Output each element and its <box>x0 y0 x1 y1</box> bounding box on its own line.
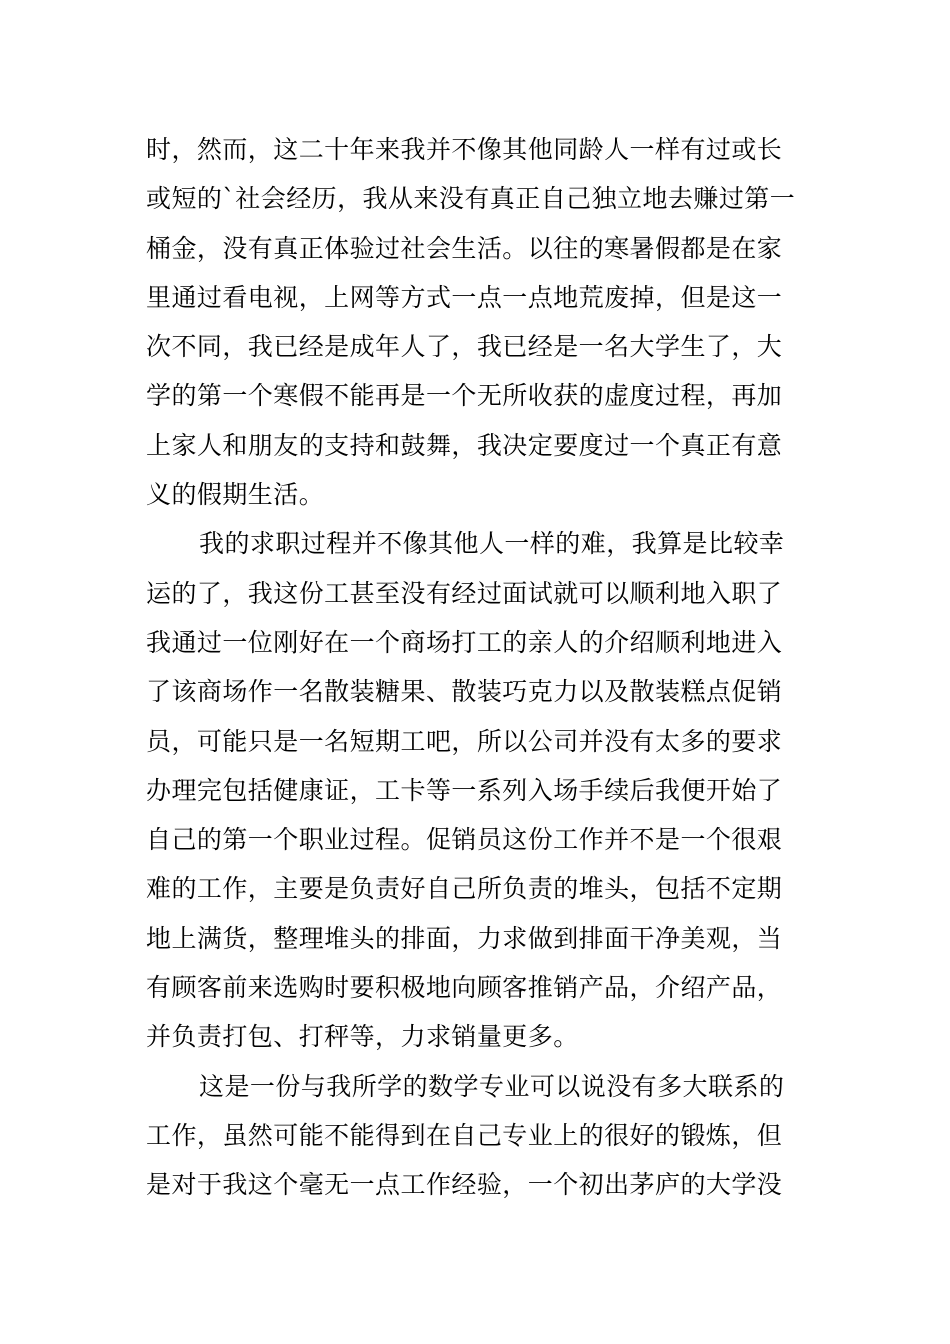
text-line: 员，可能只是一名短期工吧，所以公司并没有太多的要求 <box>146 726 783 756</box>
text-line: 义的假期生活。 <box>146 480 325 510</box>
text-line: 我通过一位刚好在一个商场打工的亲人的介绍顺利地进入 <box>146 627 783 657</box>
text-line: 并负责打包、打秤等，力求销量更多。 <box>146 1022 579 1052</box>
text-line: 次不同，我已经是成年人了，我已经是一名大学生了，大 <box>146 332 783 362</box>
paragraph-start-line: 这是一份与我所学的数学专业可以说没有多大联系的 <box>199 1071 785 1101</box>
text-line: 难的工作，主要是负责好自己所负责的堆头，包括不定期 <box>146 874 783 904</box>
text-line: 办理完包括健康证，工卡等一系列入场手续后我便开始了 <box>146 775 783 805</box>
text-line: 运的了，我这份工甚至没有经过面试就可以顺利地入职了 <box>146 578 783 608</box>
text-line: 或短的`社会经历，我从来没有真正自己独立地去赚过第一 <box>146 184 796 214</box>
text-line: 自己的第一个职业过程。促销员这份工作并不是一个很艰 <box>146 825 783 855</box>
text-line: 桶金，没有真正体验过社会生活。以往的寒暑假都是在家 <box>146 233 783 263</box>
text-line: 地上满货，整理堆头的排面，力求做到排面干净美观，当 <box>146 923 783 953</box>
text-line: 是对于我这个毫无一点工作经验，一个初出茅庐的大学没 <box>146 1170 783 1200</box>
text-line: 工作，虽然可能不能得到在自己专业上的很好的锻炼，但 <box>146 1120 783 1150</box>
text-line: 有顾客前来选购时要积极地向顾客推销产品，介绍产品， <box>146 973 783 1003</box>
document-body <box>146 125 810 1210</box>
text-line: 学的第一个寒假不能再是一个无所收获的虚度过程，再加 <box>146 381 783 411</box>
text-line: 里通过看电视，上网等方式一点一点地荒废掉，但是这一 <box>146 282 783 312</box>
text-line: 时，然而，这二十年来我并不像其他同龄人一样有过或长 <box>146 135 783 164</box>
text-line: 上家人和朋友的支持和鼓舞，我决定要度过一个真正有意 <box>146 430 783 460</box>
paragraph-start-line: 我的求职过程并不像其他人一样的难，我算是比较幸 <box>199 529 785 559</box>
text-line: 了该商场作一名散装糖果、散装巧克力以及散装糕点促销 <box>146 677 783 707</box>
